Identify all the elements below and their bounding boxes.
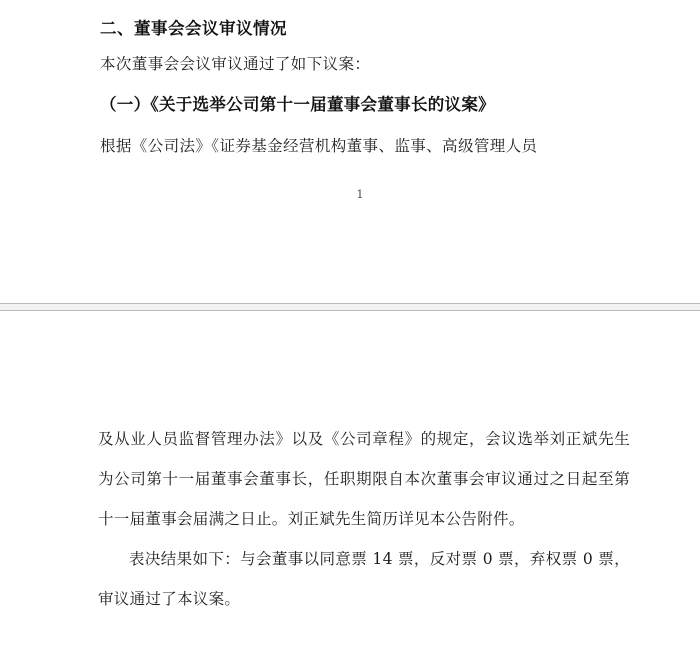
page-one-body bbox=[0, 0, 700, 201]
page-two-body bbox=[0, 311, 700, 619]
page-break-rule-top bbox=[0, 303, 700, 304]
page-fragment-one bbox=[0, 0, 700, 302]
intro-paragraph: 本次董事会会议审议通过了如下议案： bbox=[100, 55, 371, 73]
continued-paragraph: 及从业人员监督管理办法》以及《公司章程》的规定，会议选举刘正斌先生为公司第十一届董事会董事长，任职期限自本次董事会审议通过之日起至第十一届董事会届满之日止。刘正斌先生简历详见本公告附件。 bbox=[98, 430, 630, 528]
page-fragment-two bbox=[0, 311, 700, 670]
vote-result-paragraph: 表决结果如下：与会董事以同意票 14 票，反对票 0 票，弃权票 0 票，审议通过了本议案。 bbox=[98, 550, 630, 608]
proposal-body-line: 根据《公司法》《证券基金经营机构董事、监事、高级管理人员 bbox=[100, 137, 538, 155]
proposal-heading: （一）《关于选举公司第十一届董事会董事长的议案》 bbox=[100, 95, 495, 114]
page-two-top-margin bbox=[98, 311, 630, 419]
section-heading: 二、董事会会议审议情况 bbox=[100, 19, 287, 38]
page-number: 1 bbox=[356, 188, 364, 201]
